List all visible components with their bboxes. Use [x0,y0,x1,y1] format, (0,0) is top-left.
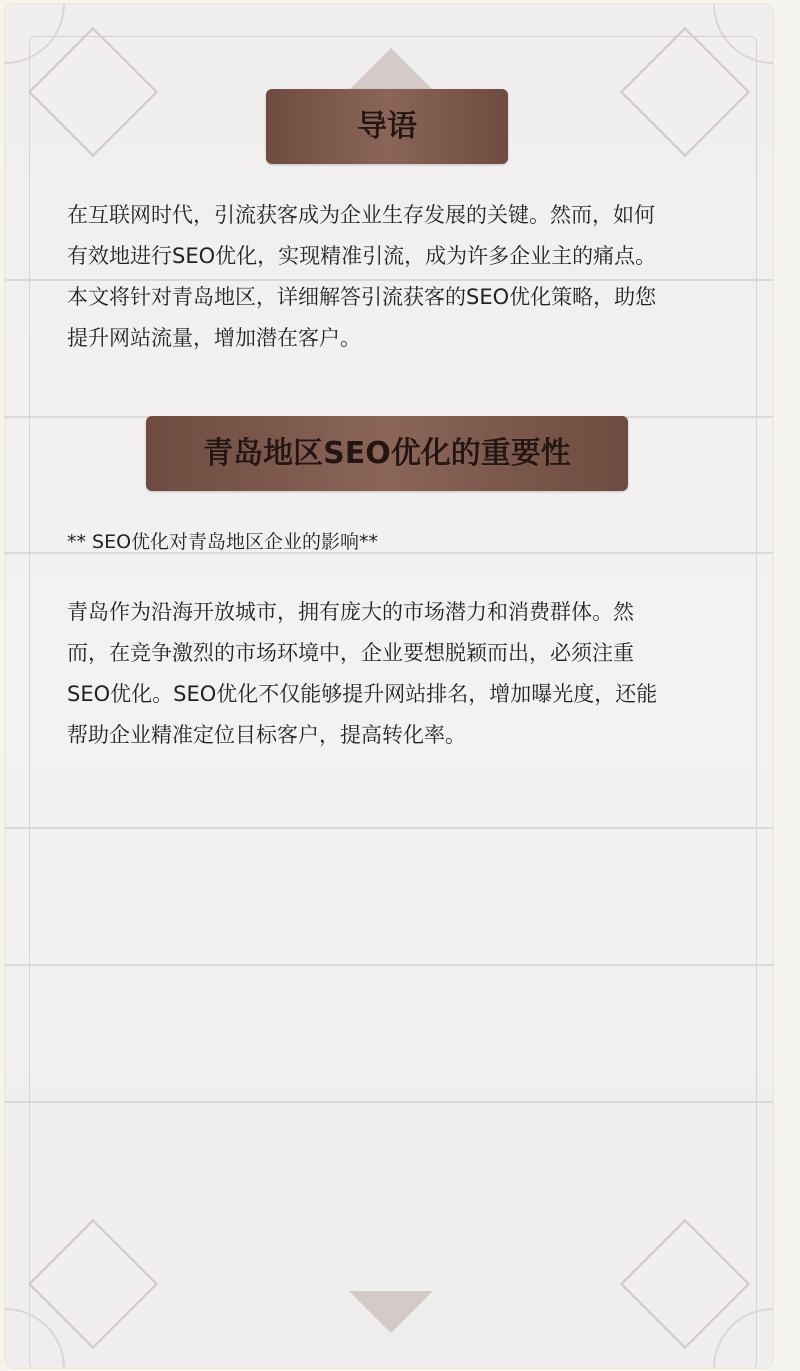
triangle-up-ornament [349,48,433,90]
divider-line [5,964,773,966]
body-paragraph: 青岛作为沿海开放城市，拥有庞大的市场潜力和消费群体。然 而，在竞争激烈的市场环境中，企业要想脱颖而出，必须注重 SEO优化。SEO优化不仅能够提升网站排名，增加曝光度，还能 帮助企业精准定位目标客户，提高转化率。 [67,600,658,747]
divider-line [5,1101,773,1103]
subheading: ** SEO优化对青岛地区企业的影响** [67,531,379,553]
section-title: 青岛地区SEO优化的重要性 [203,436,571,471]
divider-line [5,827,773,829]
section-title: 导语 [357,109,417,144]
intro-paragraph: 在互联网时代，引流获客成为企业生存发展的关键。然而，如何 有效地进行SEO优化，实现精准引流，成为许多企业主的痛点。 本文将针对青岛地区，详细解答引流获客的SEO优化策略，助您 提升网站流量，增加潜在客户。 [67,203,657,350]
section-title-box [266,89,508,164]
triangle-down-ornament [349,1291,433,1333]
section-title-box [146,416,628,491]
